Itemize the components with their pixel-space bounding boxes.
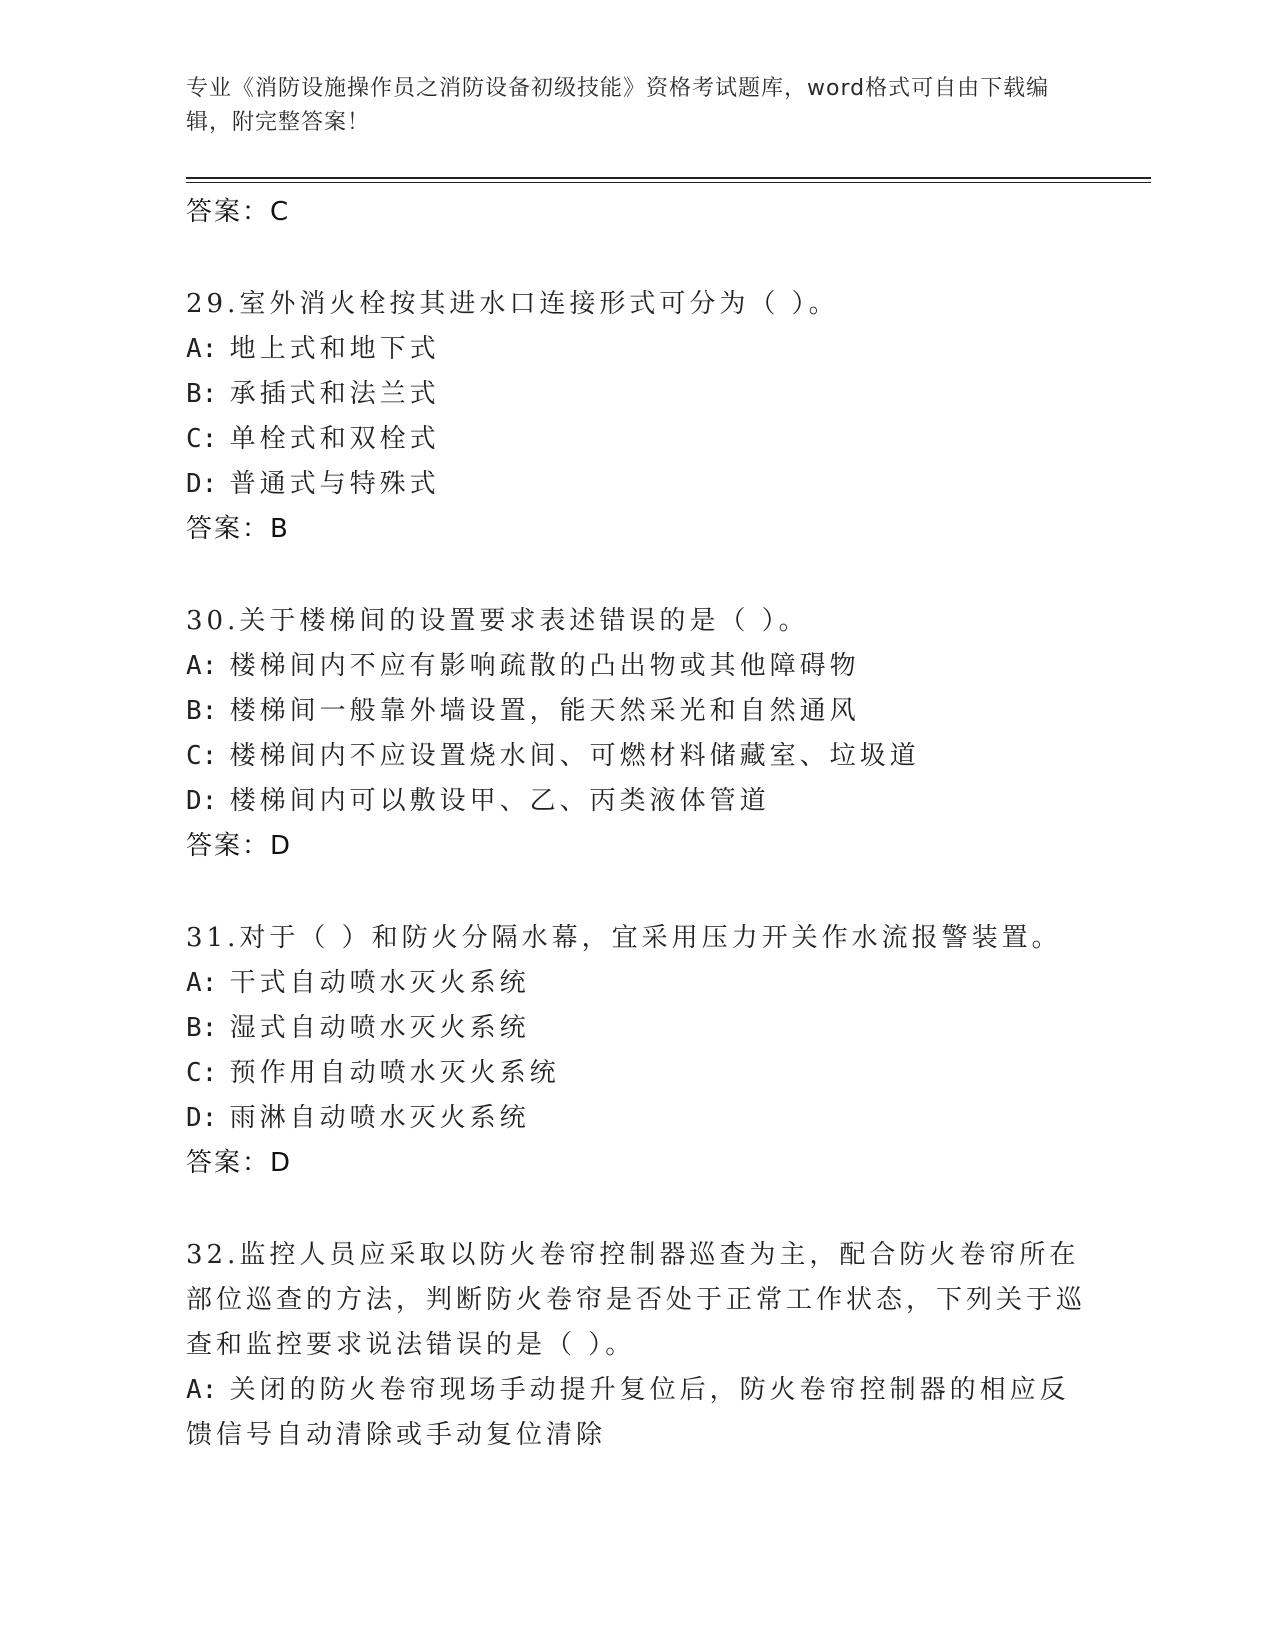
option-letter: C: xyxy=(186,1058,218,1088)
option-letter: C: xyxy=(186,424,218,454)
option-text: 普通式与特殊式 xyxy=(217,469,440,499)
option-d xyxy=(186,779,1086,824)
header-text: 专业《消防设施操作员之消防设备初级技能》资格考试题库，word格式可自由下载编辑，附完整答案！ xyxy=(186,76,1050,135)
option-letter: A: xyxy=(186,968,218,998)
option-letter: B: xyxy=(186,1013,218,1043)
answer-line: 答案：D xyxy=(186,1148,293,1178)
option-letter: B: xyxy=(186,696,218,726)
option-d xyxy=(186,462,1086,507)
header-rule-thick xyxy=(186,177,1151,179)
answer-line: 答案：B xyxy=(186,514,290,544)
question-list xyxy=(186,190,1086,1458)
option-letter: A: xyxy=(186,651,218,681)
option-a xyxy=(186,961,1086,1006)
question-title: 32.监控人员应采取以防火卷帘控制器巡查为主，配合防火卷帘所在部位巡查的方法，判断防火卷帘是否处于正常工作状态，下列关于巡查和监控要求说法错误的是（ ）。 xyxy=(186,1240,1087,1360)
option-text: 楼梯间内可以敷设甲、乙、丙类液体管道 xyxy=(217,786,770,816)
option-text: 楼梯间内不应有影响疏散的凸出物或其他障碍物 xyxy=(217,651,860,681)
option-b xyxy=(186,689,1086,734)
option-b xyxy=(186,1006,1086,1051)
option-letter: D: xyxy=(186,469,218,499)
question-title: 31.对于（ ）和防火分隔水幕，宜采用压力开关作水流报警装置。 xyxy=(186,923,1062,953)
option-a xyxy=(186,327,1086,372)
header-rule-thin xyxy=(186,182,1151,183)
question-title: 29.室外消火栓按其进水口连接形式可分为（ ）。 xyxy=(186,289,839,319)
option-text: 单栓式和双栓式 xyxy=(217,424,440,454)
answer-line: 答案：D xyxy=(186,831,293,861)
option-letter: A: xyxy=(186,334,218,364)
option-c xyxy=(186,1051,1086,1096)
option-text: 楼梯间内不应设置烧水间、可燃材料储藏室、垃圾道 xyxy=(217,741,920,771)
question-title: 30.关于楼梯间的设置要求表述错误的是（ ）。 xyxy=(186,606,809,636)
option-b xyxy=(186,372,1086,417)
option-letter: B: xyxy=(186,379,218,409)
option-text: 关闭的防火卷帘现场手动提升复位后，防火卷帘控制器的相应反馈信号自动清除或手动复位清除 xyxy=(186,1375,1070,1450)
option-text: 承插式和法兰式 xyxy=(217,379,440,409)
option-c xyxy=(186,417,1086,462)
option-text: 地上式和地下式 xyxy=(217,334,440,364)
option-text: 干式自动喷水灭火系统 xyxy=(217,968,530,998)
option-text: 湿式自动喷水灭火系统 xyxy=(217,1013,530,1043)
option-letter: D: xyxy=(186,786,218,816)
option-text: 雨淋自动喷水灭火系统 xyxy=(217,1103,530,1133)
option-letter: C: xyxy=(186,741,218,771)
option-c xyxy=(186,734,1086,779)
option-letter: D: xyxy=(186,1103,218,1133)
option-text: 预作用自动喷水灭火系统 xyxy=(217,1058,560,1088)
answer-line: 答案：C xyxy=(186,197,291,227)
option-text: 楼梯间一般靠外墙设置，能天然采光和自然通风 xyxy=(217,696,860,726)
option-a xyxy=(186,644,1086,689)
option-d xyxy=(186,1096,1086,1141)
option-letter: A: xyxy=(186,1375,218,1405)
option-a xyxy=(186,1368,1086,1458)
